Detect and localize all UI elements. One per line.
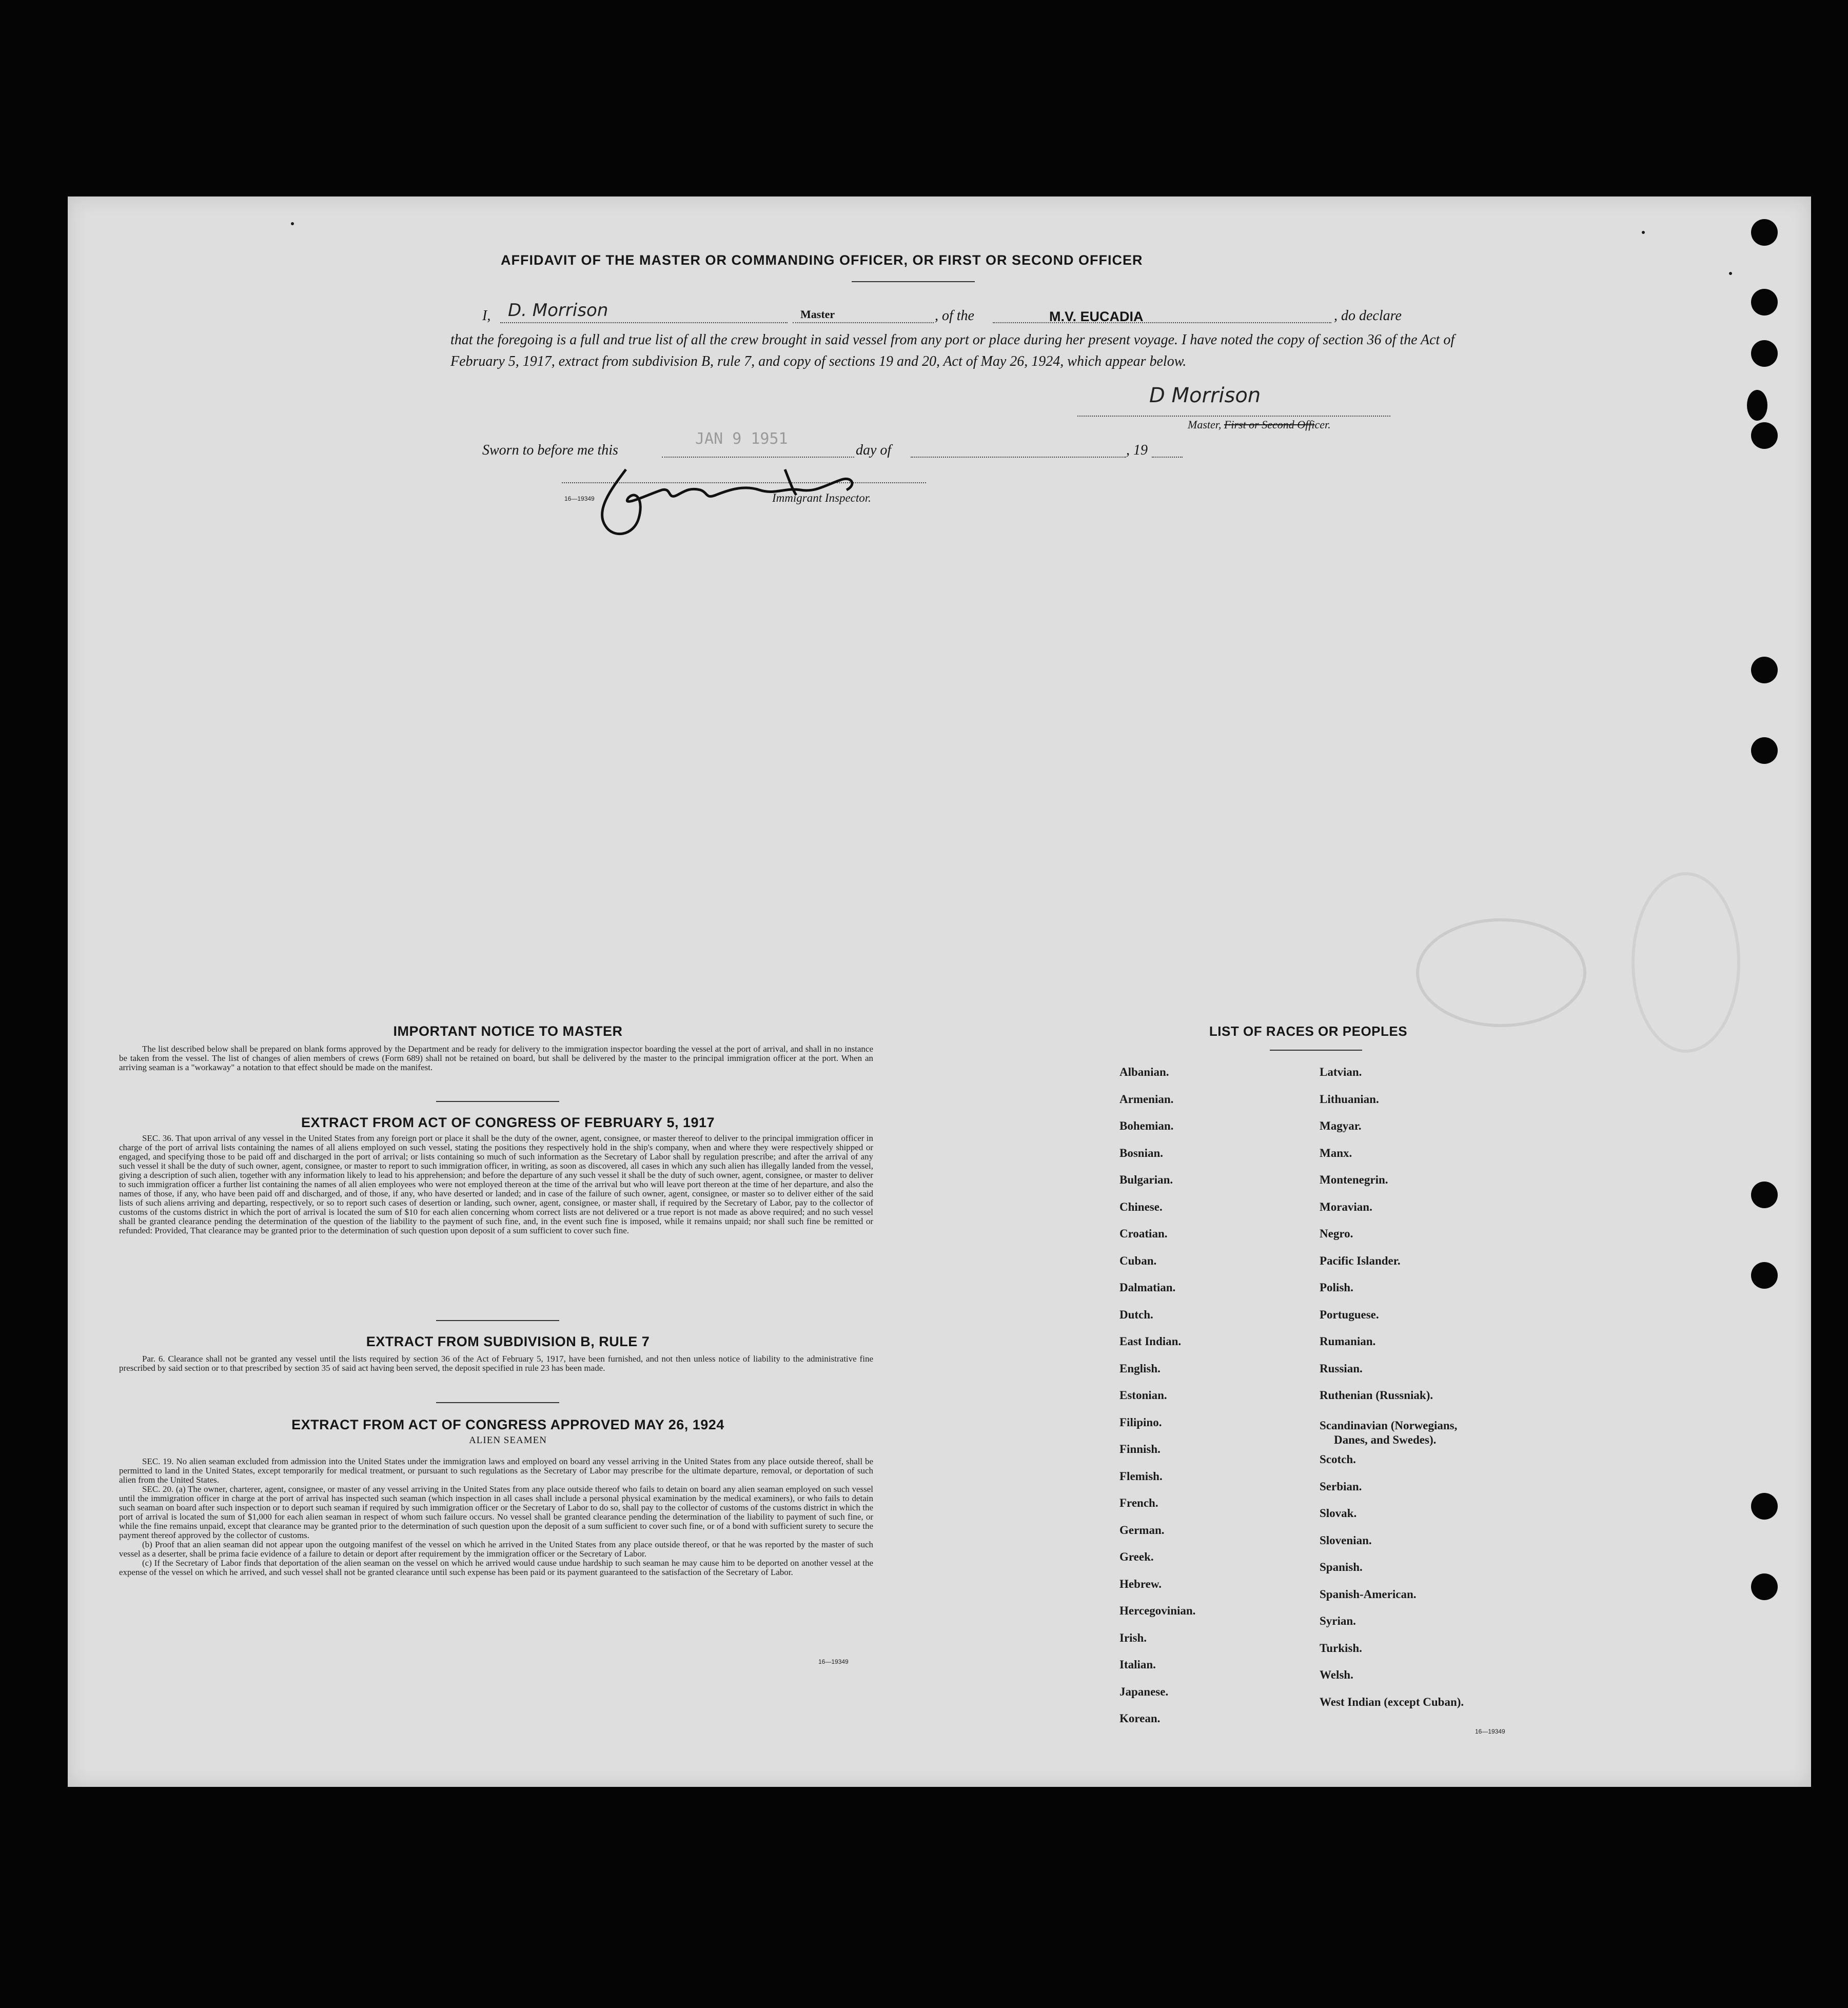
speck bbox=[291, 222, 294, 225]
master-label-suffix: cer. bbox=[1314, 418, 1331, 431]
embossed-seal bbox=[1416, 918, 1586, 1027]
race-item: Cuban. bbox=[1119, 1254, 1157, 1267]
section-divider bbox=[436, 1402, 559, 1403]
of-the-label: , of the bbox=[935, 308, 974, 324]
i-label: I, bbox=[482, 308, 491, 324]
race-item: Magyar. bbox=[1320, 1119, 1362, 1132]
year-prefix: , 19 bbox=[1126, 442, 1148, 458]
race-item: Bohemian. bbox=[1119, 1119, 1174, 1132]
section-divider bbox=[436, 1320, 559, 1321]
speck bbox=[1729, 272, 1732, 275]
year-field bbox=[1152, 442, 1183, 458]
race-item: West Indian (except Cuban). bbox=[1320, 1695, 1464, 1708]
race-item: Irish. bbox=[1119, 1631, 1147, 1644]
race-item-continuation: Danes, and Swedes). bbox=[1334, 1433, 1437, 1446]
officer-name: D. Morrison bbox=[508, 300, 608, 321]
race-item: Ruthenian (Russniak). bbox=[1320, 1389, 1433, 1402]
section-20a: SEC. 20. (a) The owner, charterer, agent, consignee, or master of any vessel arriving in the United States from any place outside thereof who fails to detain on board any alien seaman employed on such vessel until the immigration officer in charge at the port of arrival has inspected such seaman (which inspection in all cases shall include a personal physical examination by the medical examiners), or who fails to detain such seaman on board after such inspection or to deport such seaman if required by such immigration officer or the Secretary of Labor to do so, shall pay to the collector of customs of the customs district in which the port of arrival is located the sum of $1,000 for each alien seaman in respect of whom such failure occurs. No vessel shall be granted clearance pending the determination of the liability to payment of such fine, or while the fine remains unpaid, except that clearance may be granted prior to the determination of such question upon the deposit of a sum sufficient to cover such fine, or of a bond with sufficient surety to secure the payment thereof approved by the collector of customs. bbox=[119, 1484, 873, 1540]
race-item: Negro. bbox=[1320, 1227, 1353, 1240]
do-declare-label: , do declare bbox=[1334, 308, 1402, 324]
vessel-name: M.V. EUCADIA bbox=[1049, 309, 1144, 324]
race-item: Rumanian. bbox=[1320, 1335, 1376, 1348]
race-item: Montenegrin. bbox=[1320, 1173, 1388, 1186]
sworn-label: Sworn to before me this bbox=[482, 442, 618, 458]
section-19: SEC. 19. No alien seaman excluded from admission into the United States under the immigration laws and employed on board any vessel arriving in the United States from any place outside thereof, shall be permitted to land in the United States, except temporarily for medical treatment, or pursuant to such regulations as the Secretary of Labor may prescribe for the ultimate departure, removal, or deportation of such alien from the United States. bbox=[119, 1456, 873, 1485]
race-item: Welsh. bbox=[1320, 1668, 1353, 1681]
race-item: Filipino. bbox=[1119, 1415, 1162, 1429]
extract-1917-title: EXTRACT FROM ACT OF CONGRESS OF FEBRUARY 5, 1917 bbox=[301, 1115, 715, 1130]
affidavit-title: AFFIDAVIT OF THE MASTER OR COMMANDING OFFICER, OR FIRST OR SECOND OFFICER bbox=[501, 252, 1143, 268]
master-label-prefix: Master, bbox=[1188, 418, 1222, 431]
extract-1924-title: EXTRACT FROM ACT OF CONGRESS APPROVED MAY 26, 1924 bbox=[291, 1417, 724, 1432]
master-label-struck: First or Second Offi bbox=[1224, 418, 1315, 431]
race-item: Lithuanian. bbox=[1320, 1092, 1379, 1106]
binder-hole bbox=[1751, 1573, 1778, 1600]
race-item: French. bbox=[1119, 1497, 1158, 1509]
section-20c: (c) If the Secretary of Labor finds that deportation of the alien seaman on the vessel on which he arrived would cause undue hardship to such seaman he may cause him to be deported on another vessel at the expense of the vessel on which he arrived, and such vessel shall not be granted clearance until such expense has been paid or its payment guaranteed to the satisfaction of the Secretary of Labor. bbox=[119, 1558, 873, 1577]
binder-hole bbox=[1751, 737, 1778, 764]
race-item: Portuguese. bbox=[1320, 1308, 1379, 1321]
race-item: Moravian. bbox=[1320, 1200, 1372, 1213]
affidavit-statement: that the foregoing is a full and true list of all the crew brought in said vessel from any port or place during her present voyage. I have noted the copy of section 36 of the Act of February 5, 1917, extract from subdivision B, rule 7, and copy of sections 19 and 20, Act of May 26, 1924, which appear below. bbox=[450, 332, 1455, 369]
race-item: English. bbox=[1119, 1362, 1161, 1375]
title-underline bbox=[852, 281, 975, 282]
race-item: Manx. bbox=[1320, 1146, 1352, 1159]
form-number: 16—19349 bbox=[564, 495, 595, 502]
race-item: Slovenian. bbox=[1320, 1533, 1372, 1547]
subdivision-b-text: Par. 6. Clearance shall not be granted any vessel until the lists required by section 36 of the Act of February 5, 1917, have been furnished, and not then unless notice of liability to the administrative fine prescribed by said section or to that prescribed by section 35 of said act having been served, the deposit specified in rule 23 has been made. bbox=[119, 1354, 873, 1373]
race-item: Turkish. bbox=[1320, 1641, 1362, 1655]
race-item: Italian. bbox=[1119, 1658, 1156, 1671]
officer-rank: Master bbox=[800, 308, 835, 321]
race-item: Pacific Islander. bbox=[1320, 1254, 1401, 1267]
binder-hole bbox=[1751, 219, 1778, 246]
race-item: Bosnian. bbox=[1119, 1146, 1164, 1159]
race-item: Flemish. bbox=[1119, 1469, 1163, 1483]
race-item: Estonian. bbox=[1119, 1389, 1167, 1402]
extract-1917-text: SEC. 36. That upon arrival of any vessel in the United States from any foreign port or place it shall be the duty of the owner, agent, consignee, or master thereof to deliver to the principal immigration officer in charge of the port of arrival lists containing the names of all aliens employed on such vessel, stating the positions they respectively hold in the ship's company, when and where they were respectively shipped or engaged, and specifying those to be paid off and discharged in the port of arrival; or lists containing so much of such information as the Secretary of Labor shall by regulation prescribe; and after the arrival of any such vessel it shall be the duty of such owner, agent, consignee, or master to report to such immigration officer, in writing, as soon as discovered, all cases in which any such alien has illegally landed from the vessel, giving a description of such alien, together with any information likely to lead to his apprehension; and before the departure of any such vessel it shall be the duty of such owner, agent, consignee, or master to deliver to such immigration officer a further list containing the names of all alien employees who were not employed thereon at the time of the arrival but who will leave port thereon at the time of her departure, and also the names of those, if any, who have been paid off and discharged, and of those, if any, who have deserted or landed; and in case of the failure of such owner, agent, consignee, or master so to deliver either of the said lists of such aliens arriving and departing, respectively, or so to report such cases of desertion or landing, such owner, agent, consignee, or master shall, if required by the Secretary of Labor, pay to the collector of customs of the customs district in which the port of arrival is located the sum of $10 for each alien concerning whom correct lists are not delivered or a true report is not made as above required; and no such vessel shall be granted clearance pending the determination of the question of the liability to the payment of such fine, and, in the event such fine is imposed, while it remains unpaid; nor shall such fine be remitted or refunded: Provided, That clearance may be granted prior to the determination of such question upon deposit of a sum sufficient to cover such fine. bbox=[119, 1133, 873, 1235]
race-item: Latvian. bbox=[1320, 1066, 1362, 1078]
race-item: Japanese. bbox=[1119, 1685, 1169, 1698]
race-item: Spanish. bbox=[1320, 1561, 1363, 1573]
race-item: Scandinavian (Norwegians, bbox=[1320, 1419, 1458, 1432]
binder-hole bbox=[1751, 422, 1778, 449]
race-item: Hebrew. bbox=[1119, 1577, 1162, 1590]
extract-1924-text bbox=[119, 1457, 873, 1577]
master-signature: D Morrison bbox=[1149, 384, 1261, 407]
race-item: Chinese. bbox=[1119, 1200, 1163, 1213]
speck bbox=[1642, 231, 1645, 234]
embossed-seal bbox=[1631, 872, 1740, 1053]
section-20b: (b) Proof that an alien seaman did not appear upon the outgoing manifest of the vessel on which he arrived in the United States from any place outside thereof, or that he was reported by the master of such vessel as a deserter, shall be prima facie evidence of a failure to detain or deport after requirement by the immigration officer or the Secretary of Labor. bbox=[119, 1540, 873, 1559]
binder-hole bbox=[1751, 1493, 1778, 1520]
form-number: 16—19349 bbox=[818, 1658, 849, 1665]
subdivision-b-title: EXTRACT FROM SUBDIVISION B, RULE 7 bbox=[366, 1334, 650, 1349]
month-field bbox=[911, 442, 1126, 458]
race-item: Korean. bbox=[1119, 1712, 1161, 1725]
race-item: Syrian. bbox=[1320, 1615, 1356, 1627]
binder-hole bbox=[1751, 657, 1778, 683]
race-item: Croatian. bbox=[1119, 1227, 1168, 1240]
race-item: Serbian. bbox=[1320, 1480, 1362, 1493]
section-divider bbox=[1270, 1050, 1362, 1051]
binder-hole bbox=[1751, 1182, 1778, 1208]
sworn-date-stamp: JAN 9 1951 bbox=[695, 430, 788, 448]
race-item: Dalmatian. bbox=[1119, 1281, 1176, 1294]
notice-text: The list described below shall be prepared on blank forms approved by the Department and be ready for delivery to the immigration inspector boarding the vessel at the port of arrival, and shall in no instance be taken from the vessel. The list of changes of alien members of crews (Form 689) shall not be retained on board, but shall be delivered by the master to the principal immigration officer at the port. When an arriving seaman is a "workaway" a notation to that effect should be made on the manifest. bbox=[119, 1044, 873, 1072]
race-item: Albanian. bbox=[1119, 1066, 1169, 1078]
notice-title: IMPORTANT NOTICE TO MASTER bbox=[393, 1023, 623, 1039]
race-item: German. bbox=[1119, 1523, 1165, 1537]
alien-seamen-subtitle: ALIEN SEAMEN bbox=[469, 1435, 547, 1446]
race-item: Bulgarian. bbox=[1119, 1173, 1173, 1186]
race-item: Slovak. bbox=[1320, 1507, 1357, 1520]
race-item: Russian. bbox=[1320, 1362, 1363, 1375]
race-item: Armenian. bbox=[1119, 1092, 1174, 1106]
race-item: East Indian. bbox=[1119, 1335, 1182, 1348]
races-title: LIST OF RACES OR PEOPLES bbox=[1209, 1023, 1408, 1039]
inspector-label: Immigrant Inspector. bbox=[772, 491, 871, 504]
binder-hole bbox=[1751, 289, 1778, 316]
master-signature-caption bbox=[1188, 418, 1331, 431]
form-number: 16—19349 bbox=[1475, 1728, 1505, 1735]
binder-hole bbox=[1751, 340, 1778, 367]
binder-hole bbox=[1751, 1262, 1778, 1289]
race-item: Polish. bbox=[1320, 1281, 1353, 1294]
race-item: Hercegovinian. bbox=[1119, 1604, 1196, 1617]
day-of-label: day of bbox=[856, 442, 892, 458]
race-item: Dutch. bbox=[1119, 1308, 1153, 1321]
race-item: Scotch. bbox=[1320, 1453, 1356, 1466]
race-item: Spanish-American. bbox=[1320, 1587, 1417, 1601]
binder-hole bbox=[1747, 390, 1767, 421]
race-item: Greek. bbox=[1119, 1550, 1154, 1563]
race-item: Finnish. bbox=[1119, 1443, 1161, 1455]
section-divider bbox=[436, 1101, 559, 1102]
vessel-name-field bbox=[993, 308, 1331, 323]
